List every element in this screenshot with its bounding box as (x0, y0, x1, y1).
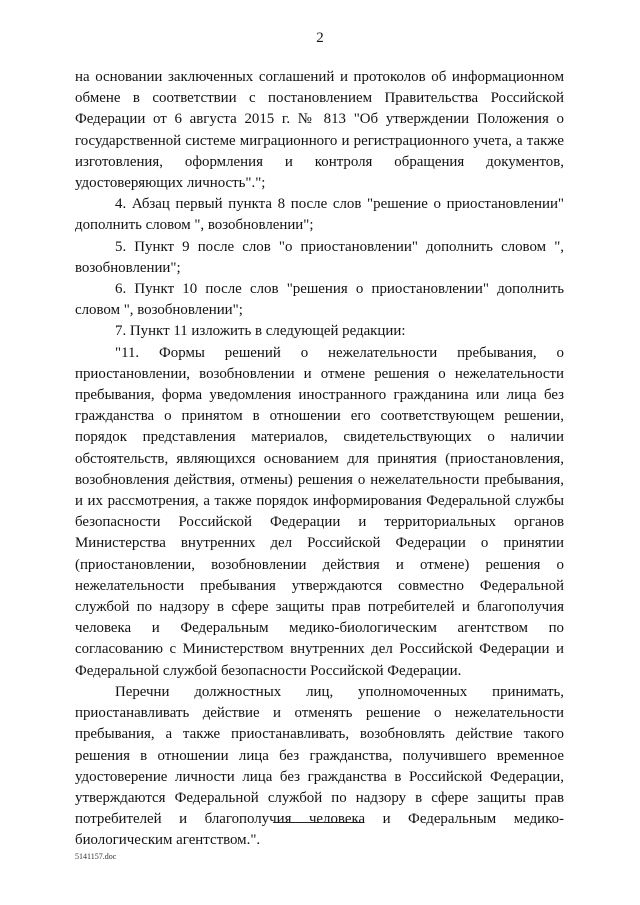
paragraph-item-5: 5. Пункт 9 после слов "о приостановлении" дополнить словом ", возобновлении"; (75, 238, 564, 276)
paragraph-continuation: на основании заключенных соглашений и протоколов об информационном обмене в соответствии с постановлением Правительства Российской Федерации от 6 августа 2015 г. № 813 "Об утверждении Положения о государственной системе миграционного и регистрационного учета, а также изготовления, оформления и контроля обращения документов, удостоверяющих личность"."; (75, 69, 564, 192)
paragraph-item-7: 7. Пункт 11 изложить в следующей редакции: (115, 323, 406, 340)
paragraph-item-4: 4. Абзац первый пункта 8 после слов "решение о приостановлении" дополнить словом ", возобновлении"; (75, 196, 564, 234)
page-number: 2 (316, 30, 324, 46)
paragraph-point-11: "11. Формы решений о нежелательности пребывания, о приостановлении, возобновлении и отмене решения о нежелательности пребывания, форма уведомления иностранного гражданина или лица без гражданства о принятом в отношении его соответствующем решении, порядок представления материалов, свидетельствующих о наличии обстоятельств, являющихся основанием для принятия (приостановления, возобновления действия, отмены) решения о нежелательности пребывания, и их рассмотрения, а также порядок информирования Федеральной службы безопасности Российской Федерации и территориальных органов Министерства внутренних дел Российской Федерации о принятии (приостановлении, возобновлении действия и отмене) решения о нежелательности пребывания утверждаются совместно Федеральной службой по надзору в сфере защиты прав потребителей и благополучия человека и Федеральным медико-биологическим агентством по согласованию с Министерством внутренних дел Российской Федерации и Федеральной службой безопасности Российской Федерации. (75, 344, 564, 679)
footer-document-code: 5141157.doc (75, 852, 117, 861)
end-separator-line (273, 822, 363, 823)
paragraph-lists: Перечни должностных лиц, уполномоченных принимать, приостанавливать действие и отменять решение о нежелательности пребывания, а также приостанавливать, возобновлять действие такого решения в отношении лица без гражданства, получившего временное удостоверение личности лица без гражданства в Российской Федерации, утверждаются Федеральной службой по надзору в сфере защиты прав потребителей и благополучия человека и Федеральным медико-биологическим агентством.". (75, 683, 564, 849)
document-body (75, 67, 564, 852)
paragraph-item-6: 6. Пункт 10 после слов "решения о приостановлении" дополнить словом ", возобновлении"; (75, 281, 564, 319)
